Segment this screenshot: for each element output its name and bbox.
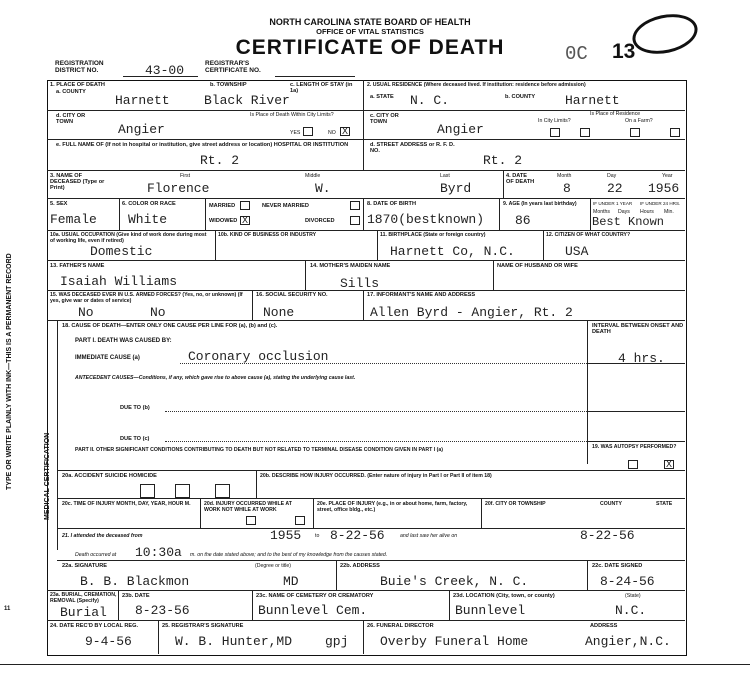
days-label: Days (618, 209, 630, 215)
death-time-value: 10:30a (135, 545, 182, 560)
death-month-value: 8 (563, 181, 571, 196)
informant-label: 17. INFORMANT'S NAME AND ADDRESS (367, 292, 476, 298)
due-to-b-label: DUE TO (b) (120, 405, 150, 411)
page-title: CERTIFICATE OF DEATH (235, 36, 505, 59)
sex-label: 5. SEX (50, 201, 68, 207)
occupation-label: 10a. USUAL OCCUPATION (Give kind of work done during most of working life, even if retired) (50, 232, 207, 244)
death-occurred-rest: m. on the date stated above; and to the best of my knowledge from the causes stated. (190, 552, 388, 558)
mother-value: Sills (340, 276, 380, 291)
cemetery-label: 23c. NAME OF CEMETERY OR CREMATORY (256, 593, 374, 599)
armed-forces-label: 15. WAS DECEASED EVER IN U.S. ARMED FORCES? (Yes, no, or unknown) (If yes, give war or dates of service) (50, 292, 243, 304)
burial-location-value: Bunnlevel (455, 603, 526, 618)
married-checkbox[interactable] (240, 201, 250, 210)
minutes-label: Min. (664, 209, 674, 215)
date-of-death-label: 4. DATE OF DEATH (506, 173, 535, 185)
res-address-value: Rt. 2 (483, 153, 523, 168)
permanent-record-notice: TYPE OR WRITE PLAINLY WITH INK—THIS IS A PERMANENT RECORD (6, 253, 13, 490)
mother-label: 14. MOTHER'S MAIDEN NAME (310, 263, 391, 269)
informant-value: Allen Byrd - Angier, Rt. 2 (370, 305, 573, 320)
birth-date-label: 8. DATE OF BIRTH (367, 201, 416, 207)
place-of-injury-label: 20e. PLACE OF INJURY (e.g., in or about home, farm, factory, street, office bldg., etc.) (317, 501, 468, 513)
last-saw-label: and last saw her alive on (400, 533, 458, 539)
funeral-director-label: 26. FUNERAL DIRECTOR (367, 623, 434, 629)
hours-label: Hours (640, 209, 654, 215)
funeral-address-value: Angier,N.C. (585, 634, 671, 649)
age-value: 86 (515, 213, 531, 228)
res-state-label: a. STATE (370, 94, 394, 100)
death-limits-yes-label: YES (290, 130, 301, 136)
autopsy-yes-checkbox[interactable] (628, 460, 638, 469)
burial-label: 23a. BURIAL, CREMATION, REMOVAL (Specify) (50, 592, 117, 604)
res-city-yes-checkbox[interactable] (550, 128, 560, 137)
middle-name-value: W. (315, 181, 331, 196)
first-label: First (180, 173, 191, 179)
deceased-name-label: 3. NAME OF DECEASED (Type or Print) (50, 173, 105, 191)
funeral-address-label: ADDRESS (590, 623, 618, 629)
autopsy-label: 19. WAS AUTOPSY PERFORMED? (592, 444, 677, 450)
res-place-label: Is Place of Residence (590, 111, 641, 117)
length-of-stay-label: c. LENGTH OF STAY (in 1a) (290, 82, 353, 94)
widowed-checkbox[interactable]: X (241, 215, 248, 225)
spouse-label: NAME OF HUSBAND OR WIFE (497, 263, 578, 269)
res-farm-yes-checkbox[interactable] (630, 128, 640, 137)
injury-occurred-label: 20d. INJURY OCCURRED WHILE AT WORK NOT WHILE AT WORK (204, 501, 292, 513)
antecedent-label: ANTECEDENT CAUSES—Conditions, if any, which gave rise to above cause (a), stating the underlying cause last. (75, 375, 356, 381)
degree-value: MD (283, 574, 299, 589)
birthplace-value: Harnett Co, N.C. (390, 244, 515, 259)
attended-to-label: to (315, 533, 320, 539)
not-at-work-checkbox[interactable] (295, 516, 305, 525)
last-saw-value: 8-22-56 (580, 528, 635, 543)
suicide-checkbox[interactable] (175, 484, 190, 498)
autopsy-no-checkbox[interactable]: X (665, 459, 672, 469)
city-limits-label: Is Place of Death Within City Limits? (250, 112, 334, 118)
registrar-signature-value: W. B. Hunter,MD (175, 634, 293, 649)
registrar-initials-value: gpj (325, 634, 349, 649)
married-label: MARRIED (209, 203, 236, 209)
certificate-number-stamp: 0C (565, 43, 588, 65)
race-value: White (128, 212, 168, 227)
death-limits-no-checkbox[interactable]: X (341, 126, 348, 136)
last-label: Last (440, 173, 450, 179)
registrar-signature-label: 25. REGISTRAR'S SIGNATURE (162, 623, 244, 629)
injury-state-label: STATE (656, 501, 673, 507)
cause-of-death-label: 18. CAUSE OF DEATH—ENTER ONLY ONE CAUSE PER LINE FOR (a), (b) and (c). (62, 323, 278, 329)
burial-date-label: 23b. DATE (122, 593, 150, 599)
date-signed-value: 8-24-56 (600, 574, 655, 589)
father-value: Isaiah Williams (60, 274, 178, 289)
never-married-checkbox[interactable] (350, 201, 360, 210)
race-label: 6. COLOR OR RACE (122, 201, 176, 207)
death-day-value: 22 (607, 181, 623, 196)
first-name-value: Florence (147, 181, 210, 196)
interval-value: 4 hrs. (618, 351, 665, 366)
armed-forces-dates-value: No (150, 305, 166, 320)
date-signed-label: 22c. DATE SIGNED (592, 563, 643, 569)
citizen-value: USA (565, 244, 589, 259)
death-city-value: Angier (118, 122, 165, 137)
months-label: Months (593, 209, 611, 215)
margin-mark: 11 (4, 606, 11, 612)
res-city-value: Angier (437, 122, 484, 137)
burial-date-value: 8-23-56 (135, 603, 190, 618)
physician-address-label: 22b. ADDRESS (340, 563, 380, 569)
office-heading: OFFICE OF VITAL STATISTICS (316, 27, 424, 36)
middle-label: Middle (305, 173, 321, 179)
due-to-c-label: DUE TO (c) (120, 436, 150, 442)
accident-checkbox[interactable] (140, 484, 155, 498)
interval-label: INTERVAL BETWEEN ONSET AND DEATH (592, 323, 684, 335)
reg-district-label: REGISTRATION DISTRICT NO. (55, 60, 104, 74)
res-county-value: Harnett (565, 93, 620, 108)
injury-city-label: 20f. CITY OR TOWNSHIP (485, 501, 546, 507)
widowed-label: WIDOWED (209, 218, 238, 224)
physician-signature-value: B. B. Blackmon (80, 574, 190, 589)
age-label: 9. AGE (In years last birthday) (503, 201, 577, 207)
date-received-value: 9-4-56 (85, 634, 132, 649)
physician-address-value: Buie's Creek, N. C. (380, 574, 529, 589)
usual-residence-label: 2. USUAL RESIDENCE (Where deceased lived. If institution: residence before admission) (367, 82, 586, 88)
reg-district-value: 43-00 (145, 63, 185, 78)
citizen-label: 12. CITIZEN OF WHAT COUNTRY? (546, 232, 631, 238)
time-of-injury-label: 20c. TIME OF INJURY MONTH, DAY, YEAR, HOUR M. (62, 501, 191, 507)
death-county-value: Harnett (115, 93, 170, 108)
res-county-label: b. COUNTY (505, 94, 536, 100)
death-occurred-label: Death occurred at (75, 552, 117, 558)
attended-label: 21. I attended the deceased from (62, 533, 143, 539)
birthplace-label: 11. BIRTHPLACE (State or foreign country) (380, 232, 486, 238)
hospital-label: e. FULL NAME OF (If not in hospital or institution, give street address or location) HOSPITAL OR INSTITUTION (56, 142, 349, 148)
physician-signature-label: 22a. SIGNATURE (62, 563, 107, 569)
divorced-checkbox[interactable] (350, 216, 360, 225)
part1-label: PART I. DEATH WAS CAUSED BY: (75, 338, 172, 344)
homicide-checkbox[interactable] (215, 484, 230, 498)
under-one-year-label: IF UNDER 1 YEAR (593, 201, 633, 206)
year-label: Year (662, 173, 673, 179)
res-state-value: N. C. (410, 93, 450, 108)
birth-date-value: 1870(bestknown) (367, 212, 485, 227)
burial-value: Burial (60, 605, 107, 620)
county-label: a. COUNTY (56, 89, 86, 95)
burial-state-label: (State) (625, 593, 641, 599)
attended-to-value: 8-22-56 (330, 528, 385, 543)
certificate-number: 13 (612, 40, 636, 63)
burial-location-label: 23d. LOCATION (City, town, or county) (453, 593, 555, 599)
certificate-frame (47, 80, 687, 656)
state-board-heading: NORTH CAROLINA STATE BOARD OF HEALTH (269, 17, 471, 27)
attended-from-value: 1955 (270, 528, 302, 543)
month-label: Month (557, 173, 572, 179)
sex-value: Female (50, 212, 97, 227)
death-township-value: Black River (204, 93, 290, 108)
occupation-value: Domestic (90, 244, 153, 259)
death-limits-no-label: NO (328, 130, 336, 136)
immediate-cause-label: IMMEDIATE CAUSE (a) (75, 355, 140, 361)
under-24-hours-label: IF UNDER 24 HRS. (640, 201, 681, 206)
city-label: d. CITY OR TOWN (56, 113, 86, 125)
hospital-value: Rt. 2 (200, 153, 240, 168)
date-received-label: 24. DATE REC'D BY LOCAL REG. (50, 623, 139, 629)
best-known-value: Best Known (592, 215, 665, 229)
accident-label: 20a. ACCIDENT SUICIDE HOMICIDE (62, 473, 157, 479)
business-label: 10b. KIND OF BUSINESS OR INDUSTRY (218, 232, 317, 238)
place-of-death-label: 1. PLACE OF DEATH (50, 82, 105, 88)
funeral-director-value: Overby Funeral Home (380, 634, 529, 649)
cemetery-value: Bunnlevel Cem. (258, 603, 368, 618)
part2-label: PART II. OTHER SIGNIFICANT CONDITIONS CONTRIBUTING TO DEATH BUT NOT RELATED TO TERMINAL DISEASE CONDITION GIVEN IN PART I (a) (75, 447, 443, 453)
res-city-no-checkbox[interactable] (580, 128, 590, 137)
ssn-value: None (263, 305, 295, 320)
father-label: 13. FATHER'S NAME (50, 263, 105, 269)
res-in-city-label: In City Limits? (538, 118, 571, 124)
township-label: b. TOWNSHIP (210, 82, 247, 88)
day-label: Day (607, 173, 617, 179)
corner-scribble (629, 9, 701, 60)
res-city-label: c. CITY OR TOWN (370, 113, 399, 125)
armed-forces-value: No (78, 305, 94, 320)
degree-label: (Degree or title) (255, 563, 292, 569)
death-year-value: 1956 (648, 181, 680, 196)
last-name-value: Byrd (440, 181, 472, 196)
res-farm-no-checkbox[interactable] (670, 128, 680, 137)
ssn-label: 16. SOCIAL SECURITY NO. (256, 292, 328, 298)
burial-state-value: N.C. (615, 603, 647, 618)
medical-certification-label: MEDICAL CERTIFICATION (44, 432, 51, 520)
res-farm-label: On a Farm? (625, 118, 653, 124)
divorced-label: DIVORCED (305, 218, 335, 224)
describe-injury-label: 20b. DESCRIBE HOW INJURY OCCURRED. (Enter nature of injury in Part I or Part II of item 18) (260, 473, 492, 479)
never-married-label: NEVER MARRIED (262, 203, 309, 209)
at-work-checkbox[interactable] (246, 516, 256, 525)
res-address-label: d. STREET ADDRESS or R. F. D. NO. (370, 142, 455, 154)
immediate-cause-value: Coronary occlusion (188, 349, 329, 364)
death-limits-yes-checkbox[interactable] (303, 127, 313, 136)
injury-county-label: COUNTY (600, 501, 622, 507)
registrar-cert-label: REGISTRAR'S CERTIFICATE NO. (205, 60, 261, 74)
